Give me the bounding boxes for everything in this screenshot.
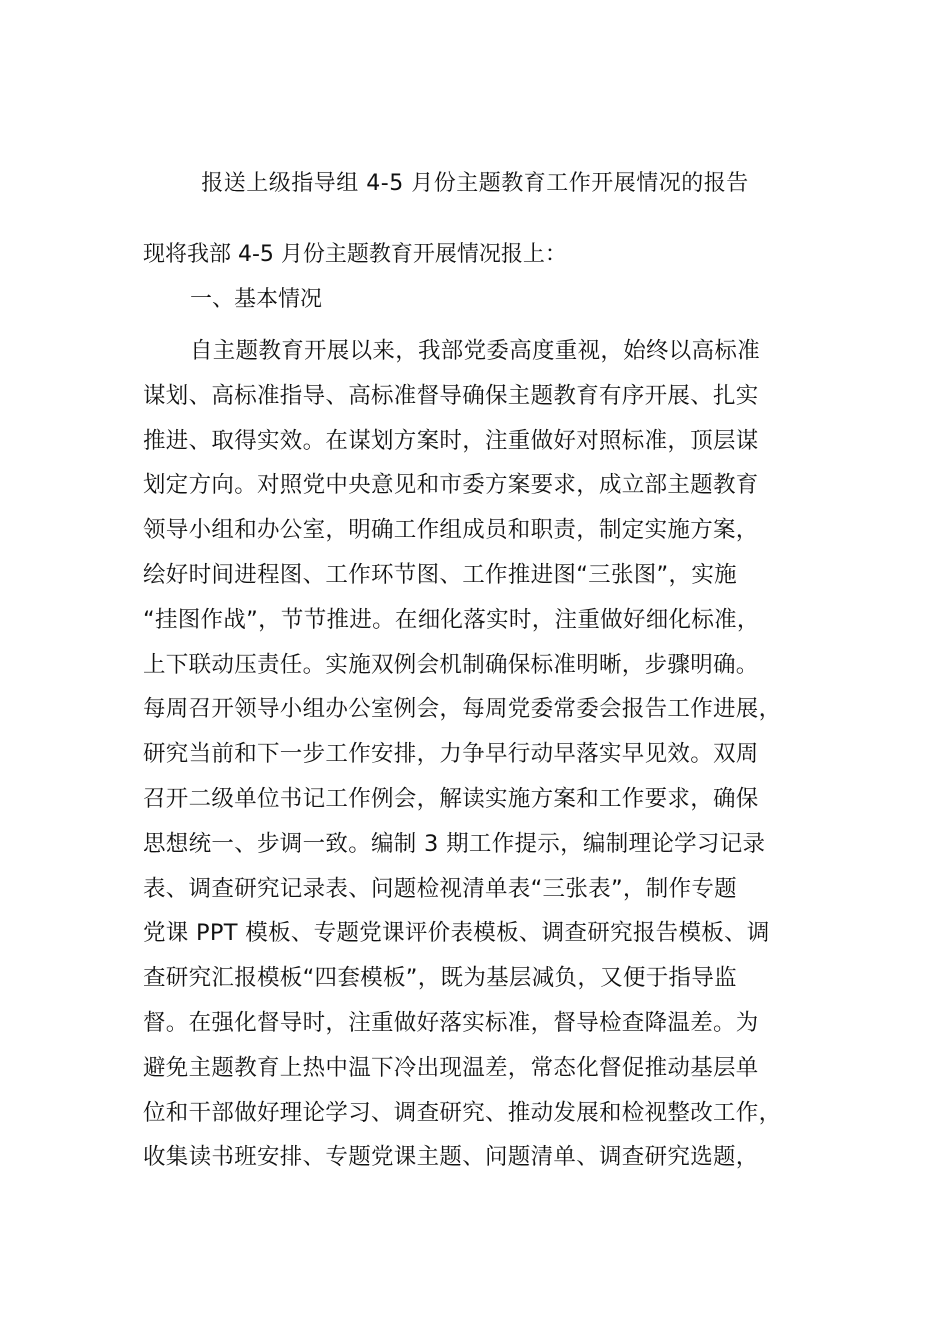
body-line: 自主题教育开展以来，我部党委高度重视，始终以高标准 bbox=[190, 338, 761, 364]
body-line: 上下联动压责任。实施双例会机制确保标准明晰，步骤明确。 bbox=[143, 651, 759, 678]
body-line: 表、调查研究记录表、问题检视清单表“三张表”，制作专题 bbox=[143, 875, 737, 902]
document-title: 报送上级指导组 4-5 月份主题教育工作开展情况的报告 bbox=[201, 171, 749, 196]
body-line: 研究当前和下一步工作安排，力争早行动早落实早见效。双周 bbox=[143, 741, 759, 768]
body-line: 谋划、高标准指导、高标准督导确保主题教育有序开展、扎实 bbox=[143, 382, 759, 409]
body-line: “挂图作战”，节节推进。在细化落实时，注重做好细化标准， bbox=[143, 606, 760, 633]
body-line: 避免主题教育上热中温下冷出现温差，常态化督促推动基层单 bbox=[143, 1054, 759, 1081]
body-line: 绘好时间进程图、工作环节图、工作推进图“三张图”，实施 bbox=[143, 561, 737, 588]
section-heading: 一、基本情况 bbox=[190, 287, 323, 312]
body-line: 召开二级单位书记工作例会，解读实施方案和工作要求，确保 bbox=[143, 785, 759, 812]
body-line: 划定方向。对照党中央意见和市委方案要求，成立部主题教育 bbox=[143, 472, 759, 499]
intro-line: 现将我部 4-5 月份主题教育开展情况报上： bbox=[143, 242, 567, 267]
body-line: 党课 PPT 模板、专题党课评价表模板、调查研究报告模板、调 bbox=[143, 920, 770, 947]
body-line: 推进、取得实效。在谋划方案时，注重做好对照标准，顶层谋 bbox=[143, 427, 759, 454]
body-line: 位和干部做好理论学习、调查研究、推动发展和检视整改工作， bbox=[143, 1099, 782, 1126]
body-line: 每周召开领导小组办公室例会，每周党委常委会报告工作进展， bbox=[143, 696, 782, 723]
body-line: 查研究汇报模板“四套模板”，既为基层减负，又便于指导监 bbox=[143, 965, 737, 992]
body-paragraph bbox=[143, 329, 823, 1180]
body-line: 思想统一、步调一致。编制 3 期工作提示，编制理论学习记录 bbox=[143, 830, 766, 857]
body-line: 收集读书班安排、专题党课主题、问题清单、调查研究选题， bbox=[143, 1144, 759, 1171]
body-line: 督。在强化督导时，注重做好落实标准，督导检查降温差。为 bbox=[143, 1009, 759, 1036]
body-line: 领导小组和办公室，明确工作组成员和职责，制定实施方案， bbox=[143, 517, 759, 544]
